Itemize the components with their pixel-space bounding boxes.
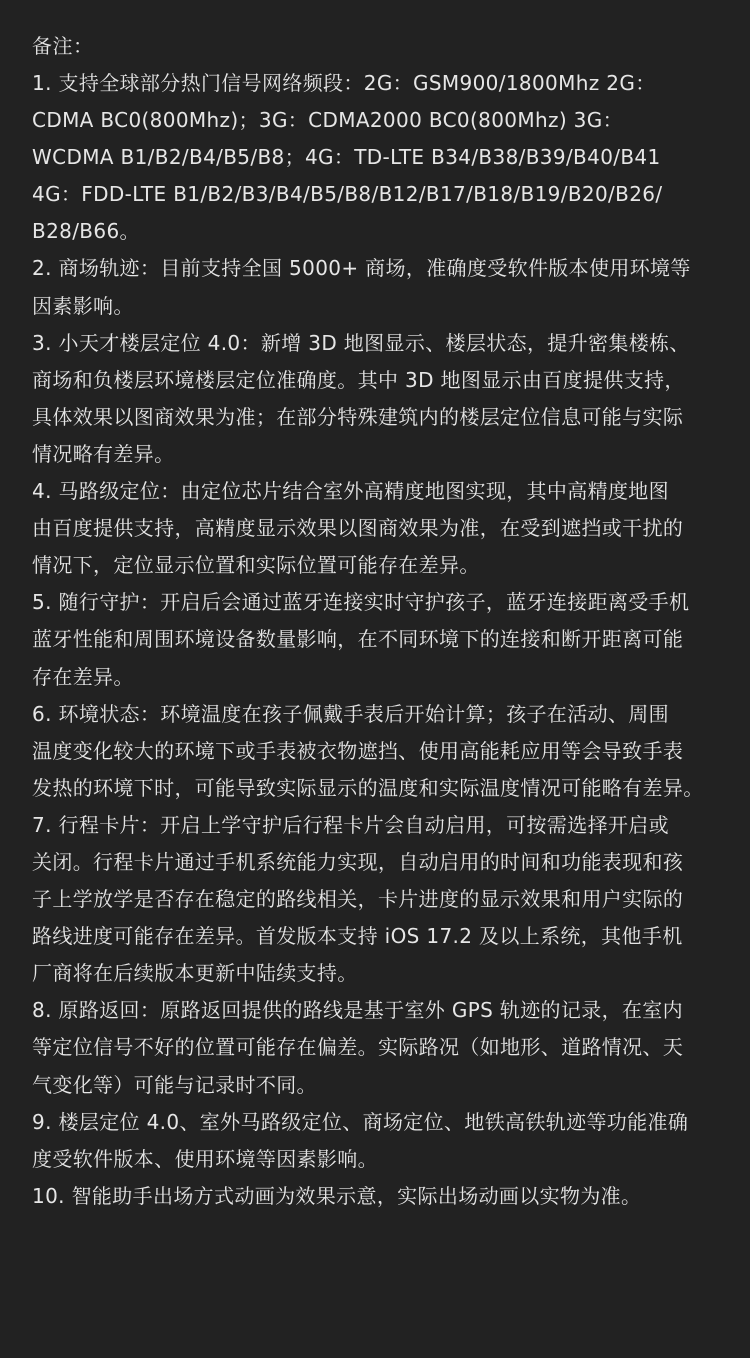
note-line: 由百度提供支持，高精度显示效果以图商效果为准，在受到遮挡或干扰的: [32, 516, 684, 541]
note-line: 存在差异。: [32, 664, 134, 689]
note-line: 7. 行程卡片：开启上学守护后行程卡片会自动启用，可按需选择开启或: [32, 812, 669, 837]
note-line: 1. 支持全球部分热门信号网络频段：2G：GSM900/1800Mhz 2G：: [32, 71, 656, 95]
note-line: B28/B66。: [32, 219, 140, 244]
note-line: 厂商将在后续版本更新中陆续支持。: [32, 961, 358, 986]
note-line: 2. 商场轨迹：目前支持全国 5000+ 商场，准确度受软件版本使用环境等: [32, 256, 691, 281]
note-line: 5. 随行守护：开启后会通过蓝牙连接实时守护孩子，蓝牙连接距离受手机: [32, 590, 690, 615]
note-line: 4G：FDD-LTE B1/B2/B3/B4/B5/B8/B12/B17/B18/B19/B20/B26/: [32, 182, 663, 207]
note-line: 等定位信号不好的位置可能存在偏差。实际路况（如地形、道路情况、天: [32, 1035, 684, 1060]
note-line: 情况略有差异。: [32, 441, 175, 466]
notes-body: [32, 65, 720, 1215]
note-line: 温度变化较大的环境下或手表被衣物遮挡、使用高能耗应用等会导致手表: [32, 738, 684, 763]
note-line: 关闭。行程卡片通过手机系统能力实现，自动启用的时间和功能表现和孩: [32, 849, 684, 874]
note-line: 9. 楼层定位 4.0、室外马路级定位、商场定位、地铁高铁轨迹等功能准确: [32, 1109, 689, 1134]
note-line: 3. 小天才楼层定位 4.0：新增 3D 地图显示、楼层状态，提升密集楼栋、: [32, 330, 690, 355]
note-line: 度受软件版本、使用环境等因素影响。: [32, 1146, 378, 1171]
note-line: 蓝牙性能和周围环境设备数量影响，在不同环境下的连接和断开距离可能: [32, 627, 684, 652]
notes-title: 备注：: [32, 34, 94, 58]
note-line: 情况下，定位显示位置和实际位置可能存在差异。: [32, 553, 480, 578]
note-line: 发热的环境下时，可能导致实际显示的温度和实际温度情况可能略有差异。: [32, 775, 704, 800]
note-line: 子上学放学是否存在稳定的路线相关，卡片进度的显示效果和用户实际的: [32, 887, 684, 912]
note-line: 4. 马路级定位：由定位芯片结合室外高精度地图实现，其中高精度地图: [32, 479, 669, 504]
note-line: 6. 环境状态：环境温度在孩子佩戴手表后开始计算；孩子在活动、周围: [32, 701, 669, 726]
note-line: 路线进度可能存在差异。首发版本支持 iOS 17.2 及以上系统，其他手机: [32, 924, 683, 949]
note-line: 因素影响。: [32, 293, 134, 318]
note-line: 8. 原路返回：原路返回提供的路线是基于室外 GPS 轨迹的记录，在室内: [32, 998, 684, 1023]
note-line: WCDMA B1/B2/B4/B5/B8；4G：TD-LTE B34/B38/B39/B40/B41: [32, 145, 661, 170]
note-line: CDMA BC0(800Mhz)；3G：CDMA2000 BC0(800Mhz) 3G：: [32, 108, 623, 133]
note-line: 气变化等）可能与记录时不同。: [32, 1072, 317, 1097]
note-line: 具体效果以图商效果为准；在部分特殊建筑内的楼层定位信息可能与实际: [32, 404, 684, 429]
note-line: 商场和负楼层环境楼层定位准确度。其中 3D 地图显示由百度提供支持，: [32, 367, 685, 392]
note-line: 10. 智能助手出场方式动画为效果示意，实际出场动画以实物为准。: [32, 1183, 642, 1208]
